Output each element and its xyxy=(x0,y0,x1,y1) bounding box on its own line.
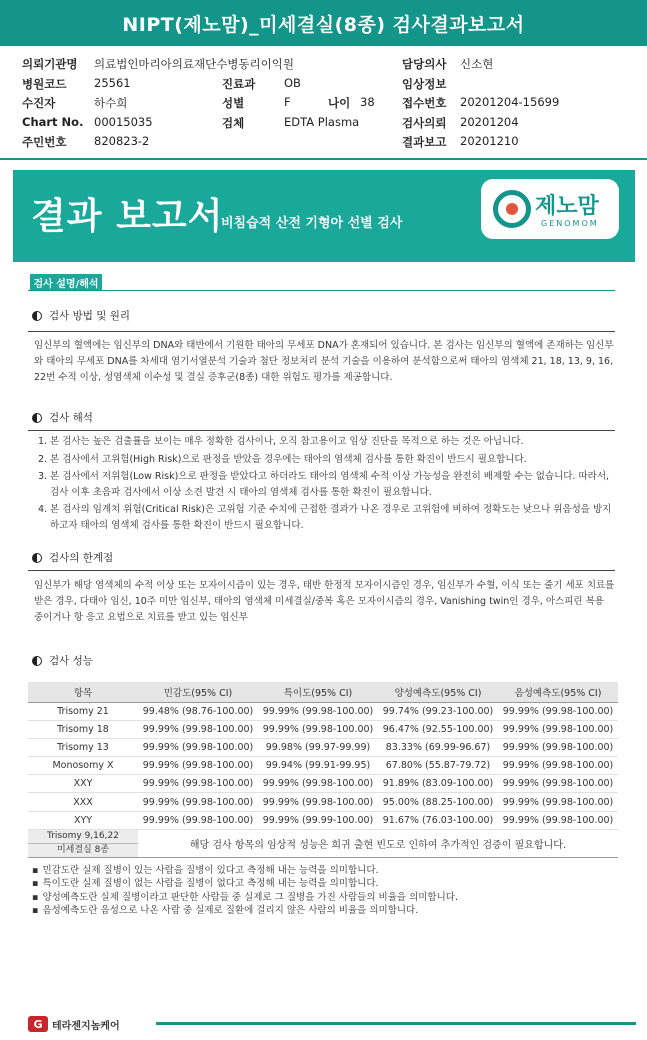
section-performance-heading: 검사 성능 xyxy=(32,653,93,668)
dept-label: 진료과 xyxy=(222,76,256,91)
examinee-value: 하수희 xyxy=(94,96,128,110)
age-value: 38 xyxy=(360,95,375,109)
section-interpretation-heading: 검사 해석 xyxy=(32,410,93,425)
table-row: XXY 99.99% (99.98-100.00) 99.99% (99.98-100.00) 91.89% (83.09-100.00) 99.99% (99.98-100.00) xyxy=(28,775,618,793)
id-value: 820823-2 xyxy=(94,134,150,148)
institution-value: 의료법인마리아의료재단수병동리이익원 xyxy=(94,57,294,71)
column-header: 민감도(95% CI) xyxy=(138,682,258,702)
half-circle-icon xyxy=(32,413,42,423)
definition-notes xyxy=(32,864,622,917)
table-row: XXX 99.99% (99.98-100.00) 99.99% (99.98-100.00) 95.00% (88.25-100.00) 99.99% (99.98-100.00) xyxy=(28,793,618,811)
half-circle-icon xyxy=(32,553,42,563)
table-row-merged xyxy=(28,829,618,857)
genomom-logo-icon xyxy=(493,190,531,228)
info-divider xyxy=(0,158,647,160)
receipt-label: 접수번호 xyxy=(402,96,447,110)
tab-underline xyxy=(28,290,615,291)
id-label: 주민번호 xyxy=(22,135,67,149)
sex-value: F xyxy=(284,95,291,109)
table-row: XYY 99.99% (99.98-100.00) 99.99% (99.99-100.00) 91.67% (76.03-100.00) 99.99% (99.98-100.00) xyxy=(28,811,618,829)
chart-label: Chart No. xyxy=(22,114,84,129)
method-body: 임신부의 혈액에는 임신부의 DNA와 태반에서 기원한 태아의 무세포 DNA가 혼재되어 있습니다. 본 검사는 임신부의 혈액에 존재하는 임신부와 태아의 무세포 DNA를 차세대 염기서열분석 기술과 첨단 정보처리 분석 기술을 이용하여 분석함으로써 태아의 염색체 21, 18, 13, 9, 16, 22번 수적 이상, 성염색체 이수성 및 결실 증후군(8종) 대한 위험도 평가를 제공합니다. xyxy=(34,340,614,383)
age-label: 나이 xyxy=(328,96,351,110)
report-title: NIPT(제노맘)_미세결실(8종) 검사결과보고서 xyxy=(122,13,525,36)
report-date-label: 결과보고 xyxy=(402,135,447,149)
dept-value: OB xyxy=(284,75,301,90)
section-limits-heading: 검사의 한계점 xyxy=(32,550,113,565)
result-banner xyxy=(13,170,635,262)
institution-label: 의뢰기관명 xyxy=(22,57,78,71)
section-divider xyxy=(28,430,615,431)
table-row: Trisomy 21 99.48% (98.76-100.00) 99.99% (99.98-100.00) 99.74% (99.23-100.00) 99.99% (99.98-100.00) xyxy=(28,702,618,720)
note-item: ▪ 양성예측도란 실제 질병이라고 판단한 사람들 중 실제로 그 질병을 가진 사람들의 비율을 의미합니다. xyxy=(32,891,622,904)
patient-info-block xyxy=(22,54,632,152)
sex-label: 성별 xyxy=(222,96,245,110)
doctor-label: 담당의사 xyxy=(402,57,447,71)
column-header: 음성예측도(95% CI) xyxy=(498,682,618,702)
company-name: 테라젠지놈케어 xyxy=(52,1020,120,1032)
list-item: 4. 본 검사의 임계치 위험(Critical Risk)은 고위험 기준 수치에 근접한 결과가 나온 경우로 고위험에 비하여 정확도는 낮으나 위음성을 방지하고자 태아의 염색체 검사를 통한 확진이 반드시 필요합니다. xyxy=(38,504,612,531)
section-divider xyxy=(28,331,615,332)
performance-table xyxy=(28,682,618,858)
request-value: 20201204 xyxy=(460,114,519,129)
specimen-value: EDTA Plasma xyxy=(284,114,360,129)
doctor-value: 신소현 xyxy=(460,57,494,71)
merged-item-label-2: 미세결실 8종 xyxy=(28,843,138,857)
company-logo xyxy=(28,1016,120,1032)
banner-title: 결과 보고서 xyxy=(31,196,224,237)
note-item: ▪ 특이도란 실제 질병이 없는 사람을 질병이 없다고 측정해 내는 능력을 의미합니다. xyxy=(32,877,622,890)
column-header: 항목 xyxy=(28,682,138,702)
table-row: Trisomy 13 99.99% (99.98-100.00) 99.98% (99.97-99.99) 83.33% (69.99-96.67) 99.99% (99.98-100.00) xyxy=(28,738,618,756)
list-item: 2. 본 검사에서 고위험(High Risk)으로 판정을 받았을 경우에는 태아의 염색체 검사를 통한 확진이 반드시 필요합니다. xyxy=(38,453,527,465)
hospital-code-value: 25561 xyxy=(94,75,131,90)
column-header: 특이도(95% CI) xyxy=(258,682,378,702)
logo-subtext: GENOMOM xyxy=(541,219,599,228)
column-header: 양성예측도(95% CI) xyxy=(378,682,498,702)
merged-note: 해당 검사 항목의 임상적 성능은 희귀 출현 빈도로 인하여 추가적인 검증이 필요합니다. xyxy=(138,829,618,857)
section-divider xyxy=(28,570,615,571)
half-circle-icon xyxy=(32,656,42,666)
table-header-row xyxy=(28,682,618,702)
note-item: ▪ 음성예측도란 음성으로 나온 사람 중 실제로 질환에 걸리지 않은 사람의 비율을 의미합니다. xyxy=(32,904,622,917)
banner-subtitle: 비침습적 산전 기형아 선별 검사 xyxy=(221,216,403,231)
logo-text: 제노맘 xyxy=(535,194,599,219)
table-row: Monosomy X 99.99% (99.98-100.00) 99.94% (99.91-99.95) 67.80% (55.87-79.72) 99.99% (99.98-100.00) xyxy=(28,757,618,775)
report-title-bar xyxy=(0,0,647,46)
list-item: 3. 본 검사에서 저위험(Low Risk)으로 판정을 받았다고 하더라도 태아의 염색체 수적 이상 가능성을 완전히 배제할 수는 없습니다. 따라서, 검사 이후 초음파 검사에서 이상 소견 발견 시 태아의 염색체 검사를 통한 확진이 필요합니다. xyxy=(38,471,610,498)
report-date-value: 20201210 xyxy=(460,134,519,148)
merged-item-label-1: Trisomy 9,16,22 xyxy=(47,830,119,841)
merged-item-cell xyxy=(28,829,138,857)
note-item: ▪ 민감도란 실제 질병이 있는 사람을 질병이 있다고 측정해 내는 능력을 의미합니다. xyxy=(32,864,622,877)
clinical-label: 임상정보 xyxy=(402,76,447,91)
examinee-label: 수진자 xyxy=(22,96,56,110)
request-label: 검사의뢰 xyxy=(402,115,447,130)
section-method-heading: 검사 방법 및 원리 xyxy=(32,308,130,323)
half-circle-icon xyxy=(32,311,42,321)
tab-explanation: 검사 설명/해석 xyxy=(30,274,102,291)
footer-divider xyxy=(156,1022,636,1025)
table-row: Trisomy 18 99.99% (99.98-100.00) 99.99% (99.98-100.00) 96.47% (92.55-100.00) 99.99% (99.98-100.00) xyxy=(28,720,618,738)
genomom-logo xyxy=(481,179,619,239)
list-item: 1. 본 검사는 높은 검출률을 보이는 매우 정확한 검사이나, 오직 참고용이고 임상 진단을 목적으로 하는 것은 아닙니다. xyxy=(38,436,524,447)
receipt-value: 20201204-15699 xyxy=(460,95,560,109)
company-logo-icon: G xyxy=(28,1016,48,1032)
chart-value: 00015035 xyxy=(94,114,153,129)
specimen-label: 검체 xyxy=(222,115,245,130)
limits-body: 임신부가 해당 염색체의 수적 이상 또는 모자이시즘이 있는 경우, 태반 한정적 모자이시즘인 경우, 임신부가 수혈, 이식 또는 줄기 세포 치료를 받은 경우, 다태아 임신, 10주 미만 임신부, 태아의 염색체 미세결실/중복 혹은 모자이시즘의 경우, Vanishing twin인 경우, 아스피린 복용 중이거나 항 응고 요법으로 치료를 받고 있는 임신부 xyxy=(34,580,615,623)
hospital-code-label: 병원코드 xyxy=(22,76,67,91)
interpretation-list xyxy=(38,434,616,535)
